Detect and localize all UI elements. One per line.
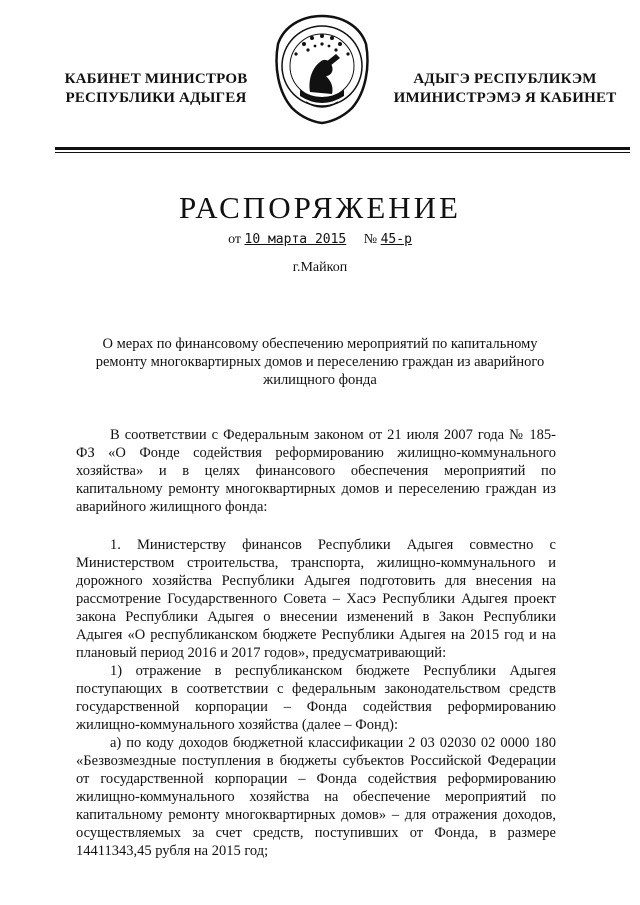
- date-number-line: [0, 232, 640, 248]
- header-left-line2: РЕСПУБЛИКИ АДЫГЕЯ: [65, 90, 247, 106]
- city-line: г.Майкоп: [292, 260, 348, 275]
- header-right-line2: ИМИНИСТРЭМЭ Я КАБИНЕТ: [393, 90, 617, 106]
- document-number: 45-р: [380, 232, 412, 247]
- number-label: №: [363, 232, 378, 247]
- body-paragraph-subitem-a: а) по коду доходов бюджетной классификации 2 03 02030 02 0000 180 «Безвозмездные поступления в бюджеты субъектов Российской Федерации от государственной корпорации – Фонда содействия реформированию жилищно-коммунального хозяйства на обеспечение мероприятий по капитальному ремонту многоквартирных домов» – для отражения доходов, осуществляемых за счет средств, поступивших от Фонда, в размере 14411343,45 рубля на 2015 год;: [76, 735, 556, 859]
- date-from-label: от: [228, 232, 241, 247]
- subject-line: жилищного фонда: [263, 372, 377, 388]
- header-right-line1: АДЫГЭ РЕСПУБЛИКЭМ: [413, 71, 597, 87]
- header-left-line1: КАБИНЕТ МИНИСТРОВ: [64, 71, 248, 87]
- header-right-block: [390, 70, 620, 108]
- body-paragraph-item-1: 1. Министерству финансов Республики Адыгея совместно с Министерством строительства, транспорта, жилищно-коммунального и дорожного хозяйства Республики Адыгея подготовить для внесения на рассмотрение Государственного Совета – Хасэ Республики Адыгея проект закона Республики Адыгея о внесении изменений в Закон Республики Адыгея «О республиканском бюджете Республики Адыгея на 2015 год и на плановый период 2016 и 2017 годов», предусматривающий:: [76, 537, 556, 661]
- header-divider-thick: [55, 147, 630, 150]
- body-paragraph-subitem-1: 1) отражение в республиканском бюджете Республики Адыгея поступающих в соответствии с федеральным законодательством средств государственной корпорации – Фонда содействия реформированию жилищно-коммунального хозяйства (далее – Фонд):: [76, 663, 556, 733]
- document-title: РАСПОРЯЖЕНИЕ: [179, 190, 461, 225]
- document-body: [76, 426, 556, 860]
- subject-line: ремонту многоквартирных домов и переселению граждан из аварийного: [95, 354, 545, 370]
- coat-of-arms-emblem: [270, 10, 375, 125]
- document-date: 10 марта 2015: [244, 232, 347, 247]
- body-paragraph-preamble: В соответствии с Федеральным законом от 21 июля 2007 года № 185-ФЗ «О Фонде содействия реформированию жилищно-коммунального хозяйства» и в целях финансового обеспечения мероприятий по капитальному ремонту многоквартирных домов и переселению граждан из аварийного жилищного фонда:: [76, 427, 556, 515]
- document-subject: [80, 335, 560, 389]
- subject-line: О мерах по финансовому обеспечению мероприятий по капитальному: [102, 336, 538, 352]
- header-left-block: [56, 70, 256, 108]
- header-divider-thin: [55, 152, 630, 153]
